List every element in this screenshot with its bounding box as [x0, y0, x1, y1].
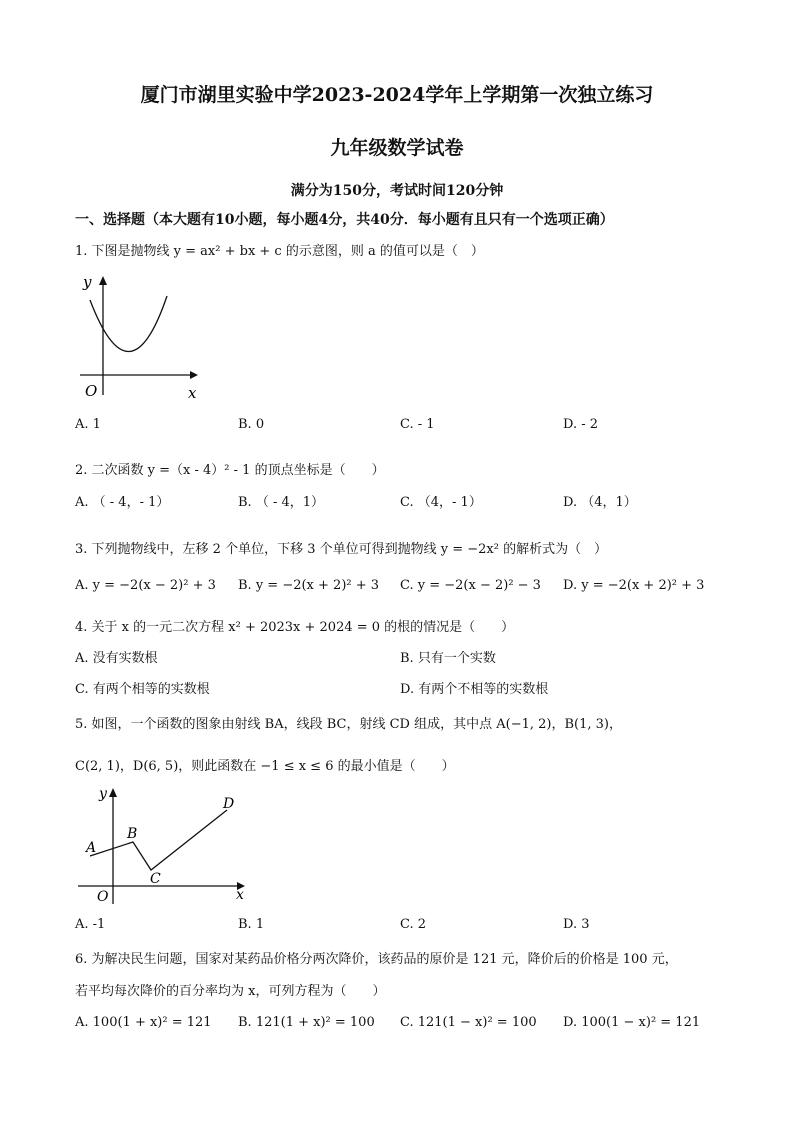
q6-option-a[interactable]: A. 100(1 + x)² = 121 — [75, 1015, 212, 1030]
exam-info: 满分为150分，考试时间120分钟 — [290, 183, 504, 199]
y-axis-arrow — [99, 276, 107, 285]
y-label: y — [99, 786, 107, 802]
q3-option-c[interactable]: C. y = −2(x − 2)² − 3 — [400, 578, 541, 593]
question-6-text-line1: 6. 为解决民生问题，国家对某药品价格分两次降价，该药品的原价是 121 元，降价后的价格是 100 元， — [75, 952, 678, 967]
question-1-graph — [75, 270, 215, 405]
section-heading: 一、选择题（本大题有10小题，每小题4分，共40分．每小题有且只有一个选项正确） — [75, 212, 614, 228]
question-3-text: 3. 下列抛物线中，左移 2 个单位，下移 3 个单位可得到抛物线 y = −2x² 的解析式为（ ） — [75, 542, 608, 557]
origin-label: O — [85, 382, 98, 400]
question-2-text: 2. 二次函数 y =（x - 4）² - 1 的顶点坐标是（ ） — [75, 463, 385, 478]
q1-option-a[interactable]: A. 1 — [75, 417, 101, 432]
q4-option-b[interactable]: B. 只有一个实数 — [400, 651, 496, 666]
q3-option-d[interactable]: D. y = −2(x + 2)² + 3 — [563, 578, 705, 593]
question-6-text-line2: 若平均每次降价的百分率均为 x，可列方程为（ ） — [75, 984, 386, 999]
x-axis-arrow — [190, 371, 198, 379]
parabola-curve — [90, 296, 167, 352]
q5-option-a[interactable]: A. -1 — [75, 917, 106, 932]
q2-option-b[interactable]: B. （ - 4，1） — [238, 495, 325, 510]
exam-title: 厦门市湖里实验中学2023-2024学年上学期第一次独立练习 — [140, 84, 654, 106]
q6-option-c[interactable]: C. 121(1 − x)² = 100 — [400, 1015, 537, 1030]
point-c-label: C — [150, 871, 161, 887]
x-label: x — [188, 384, 197, 402]
y-label: y — [83, 273, 92, 291]
question-5-text-line2: C(2, 1)，D(6, 5)，则此函数在 −1 ≤ x ≤ 6 的最小值是（ ） — [75, 759, 455, 774]
question-5-graph — [75, 782, 255, 907]
q4-option-c[interactable]: C. 有两个相等的实数根 — [75, 682, 210, 697]
q2-option-d[interactable]: D. （4，1） — [563, 495, 637, 510]
q4-option-a[interactable]: A. 没有实数根 — [75, 651, 158, 666]
q1-option-d[interactable]: D. - 2 — [563, 417, 599, 432]
q5-option-d[interactable]: D. 3 — [563, 917, 590, 932]
q2-option-a[interactable]: A. （ - 4，- 1） — [75, 495, 170, 510]
q5-option-c[interactable]: C. 2 — [400, 917, 427, 932]
q3-option-a[interactable]: A. y = −2(x − 2)² + 3 — [75, 578, 216, 593]
question-4-text: 4. 关于 x 的一元二次方程 x² + 2023x + 2024 = 0 的根的情况是（ ） — [75, 620, 515, 635]
q4-option-d[interactable]: D. 有两个不相等的实数根 — [400, 682, 549, 697]
q6-option-d[interactable]: D. 100(1 − x)² = 121 — [563, 1015, 701, 1030]
q2-option-c[interactable]: C. （4，- 1） — [400, 495, 482, 510]
q1-option-b[interactable]: B. 0 — [238, 417, 265, 432]
q3-option-b[interactable]: B. y = −2(x + 2)² + 3 — [238, 578, 380, 593]
point-d-label: D — [223, 796, 235, 812]
q5-option-b[interactable]: B. 1 — [238, 917, 265, 932]
q6-option-b[interactable]: B. 121(1 + x)² = 100 — [238, 1015, 375, 1030]
y-axis-arrow — [109, 788, 117, 797]
function-graph — [90, 810, 227, 870]
question-5-text-line1: 5. 如图，一个函数的图象由射线 BA，线段 BC，射线 CD 组成，其中点 A(−1, 2)，B(1, 3)， — [75, 717, 622, 732]
question-1-text: 1. 下图是抛物线 y = ax² + bx + c 的示意图，则 a 的值可以是（ ） — [75, 244, 484, 259]
point-a-label: A — [86, 840, 97, 856]
point-b-label: B — [127, 826, 138, 842]
exam-subtitle: 九年级数学试卷 — [330, 137, 464, 159]
x-label: x — [236, 887, 244, 903]
origin-label: O — [97, 889, 109, 905]
q1-option-c[interactable]: C. - 1 — [400, 417, 435, 432]
